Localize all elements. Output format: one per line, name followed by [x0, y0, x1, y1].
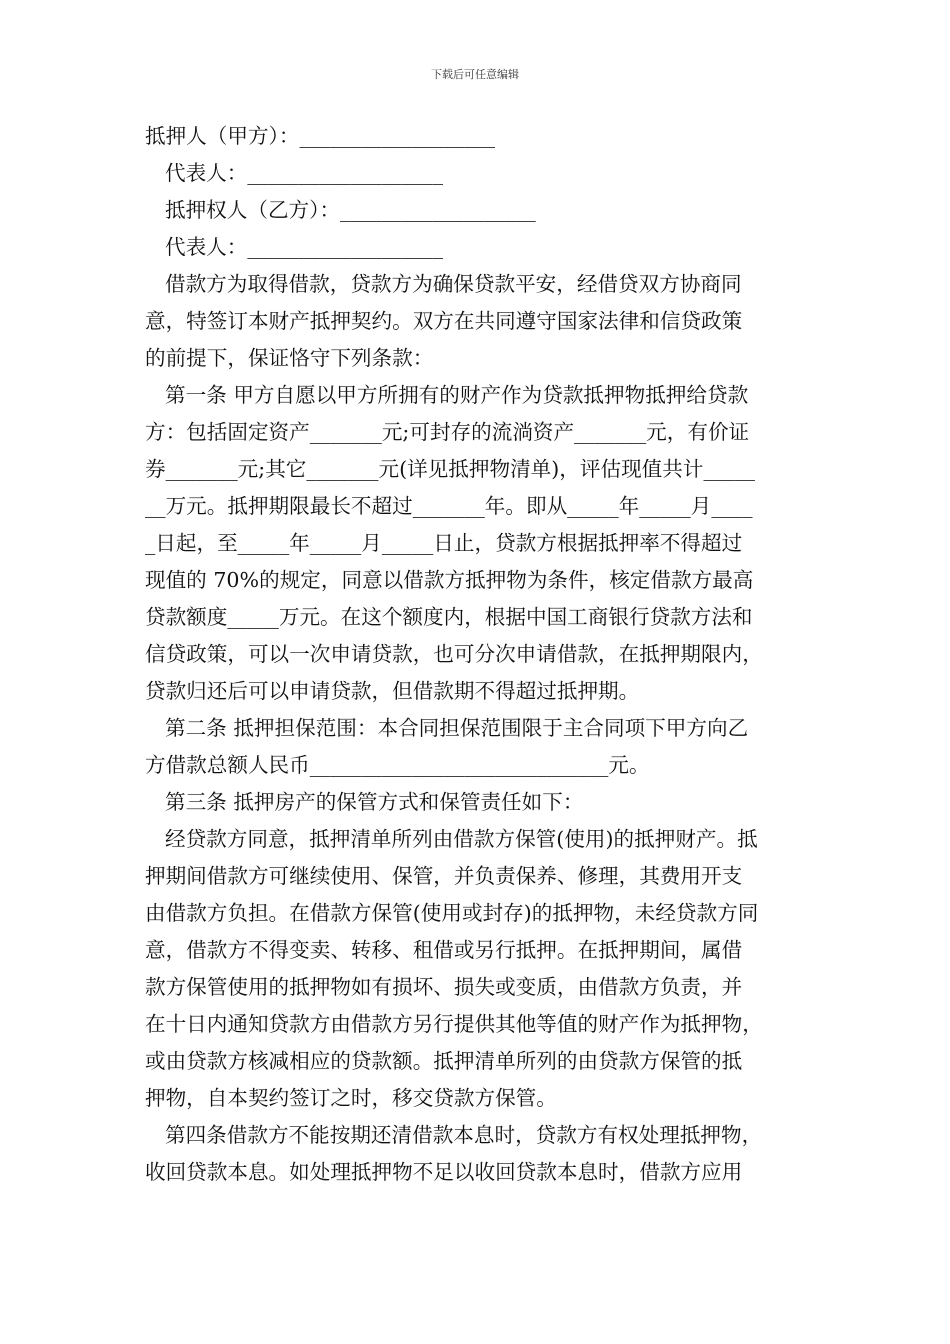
contract-text-line: 方：包括固定资产_______元;可封存的流淌资产_______元，有价证 — [145, 420, 750, 444]
contract-text-line: __万元。抵押期限最长不超过_______年。即从_____年_____月____ — [145, 494, 753, 518]
contract-text-line: 贷款额度_____万元。在这个额度内，根据中国工商银行贷款方法和 — [145, 605, 753, 629]
contract-text-line: 贷款归还后可以申请贷款，但借款期不得超过抵押期。 — [145, 679, 640, 703]
contract-text-line: 抵押权人（乙方）：___________________ — [165, 198, 536, 222]
contract-text-line: 第一条 甲方自愿以甲方所拥有的财产作为贷款抵押物抵押给贷款 — [165, 383, 749, 407]
contract-text-line: 代表人：___________________ — [165, 235, 444, 259]
contract-text-line: 信贷政策，可以一次申请贷款，也可分次申请借款，在抵押期限内， — [145, 642, 763, 666]
contract-text-line: 在十日内通知贷款方由借款方另行提供其他等值的财产作为抵押物， — [145, 1012, 763, 1036]
contract-text-line: 第四条借款方不能按期还清借款本息时，贷款方有权处理抵押物， — [165, 1123, 763, 1147]
contract-text-line: 经贷款方同意，抵押清单所列由借款方保管(使用)的抵押财产。抵 — [165, 827, 758, 851]
contract-text-line: 收回贷款本息。如处理抵押物不足以收回贷款本息时，借款方应用 — [145, 1160, 743, 1184]
contract-text-line: 押物，自本契约签订之时，移交贷款方保管。 — [145, 1086, 557, 1110]
contract-text-line: 意，借款方不得变卖、转移、租借或另行抵押。在抵押期间，属借 — [145, 938, 743, 962]
contract-text-line: 方借款总额人民币_____________________________元。 — [145, 753, 650, 777]
contract-text-line: 代表人：___________________ — [165, 161, 444, 185]
page-header-note: 下载后可任意编辑 — [431, 68, 519, 81]
contract-text-line: 意，特签订本财产抵押契约。双方在共同遵守国家法律和信贷政策 — [145, 309, 743, 333]
contract-text-line: 借款方为取得借款，贷款方为确保贷款平安，经借贷双方协商同 — [165, 272, 742, 296]
contract-text-line: _日起，至_____年_____月_____日止，贷款方根据抵押率不得超过 — [145, 531, 743, 555]
contract-text-line: 押期间借款方可继续使用、保管，并负责保养、修理，其费用开支 — [145, 864, 743, 888]
contract-body — [145, 118, 807, 1191]
contract-text-line: 由借款方负担。在借款方保管(使用或封存)的抵押物，未经贷款方同 — [145, 901, 759, 925]
contract-text-line: 第二条 抵押担保范围：本合同担保范围限于主合同项下甲方向乙 — [165, 716, 749, 740]
contract-text-line: 券_______元;其它_______元(详见抵押物清单)，评估现值共计_____ — [145, 457, 755, 481]
contract-text-line: 第三条 抵押房产的保管方式和保管责任如下： — [165, 790, 584, 814]
contract-text-line: 或由贷款方核减相应的贷款额。抵押清单所列的由贷款方保管的抵 — [145, 1049, 743, 1073]
contract-text-line: 的前提下，保证恪守下列条款： — [145, 346, 434, 370]
contract-text-line: 款方保管使用的抵押物如有损坏、损失或变质，由借款方负责，并 — [145, 975, 743, 999]
contract-text-line: 抵押人（甲方）：___________________ — [145, 124, 496, 148]
contract-text-line: 现值的 70%的规定，同意以借款方抵押物为条件，核定借款方最高 — [145, 568, 754, 592]
